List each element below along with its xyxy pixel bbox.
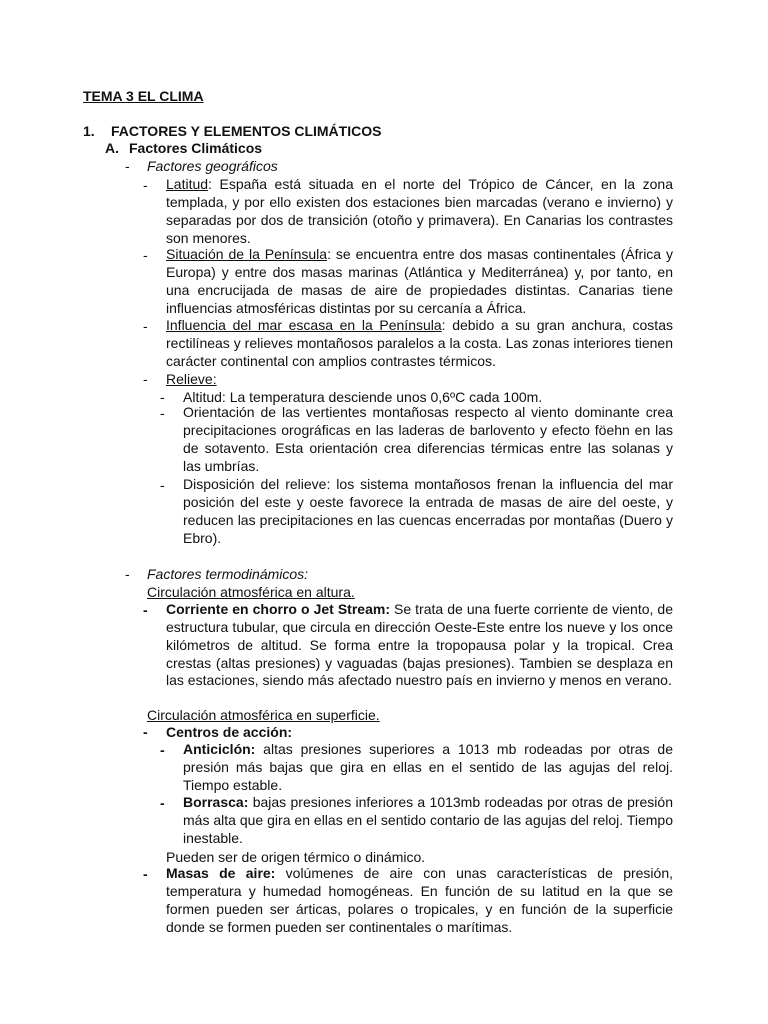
influencia-term: Influencia del mar escasa en la Península (166, 317, 442, 333)
jet-stream-term: Corriente en chorro o Jet Stream: (166, 601, 390, 617)
jet-stream-text: Se trata de una fuerte corriente de viento, de estructura tubular, que circula en dirección Oeste-Este entre los nueve y los once kilómetros de altitud. Se forma entre la tropopausa polar y la tropical. Crea crestas (altas presiones) y vaguadas (bajas presiones). Tambien se desplaza en las estaciones, siendo más afectado nuestro país en invierno y menos en verano. (166, 601, 673, 689)
dash-bullet: - (143, 371, 148, 387)
disposicion-item: Disposición del relieve: los sistema montañosos frenan la influencia del mar posición del este y oeste favorece la entrada de masas de aire del oeste, y reducen las precipitaciones en las cuencas encerradas por montañas (Duero y Ebro). (183, 476, 673, 546)
altitud-item: Altitud: La temperatura desciende unos 0,6ºC cada 100m. (183, 389, 543, 405)
jet-stream-paragraph (166, 601, 673, 690)
document-title: TEMA 3 EL CLIMA (83, 88, 204, 104)
dash-bullet: - (160, 405, 165, 421)
subsection-letter: A. (105, 140, 119, 156)
masas-aire-paragraph (166, 865, 673, 936)
dash-bullet: - (143, 318, 148, 334)
situacion-term: Situación de la Península (166, 246, 328, 262)
dash-bullet: - (143, 724, 148, 740)
influencia-text: : debido a su gran anchura, costas rectilíneas y relieves montañosos paralelos a la costa. Las zonas interiores tienen carácter continental con amplios contrastes térmicos. (166, 317, 673, 369)
circ-altura-heading: Circulación atmosférica en altura. (147, 584, 355, 600)
dash-bullet: - (160, 477, 165, 493)
dash-bullet: - (125, 566, 130, 582)
dash-bullet: - (143, 247, 148, 263)
dash-bullet: - (160, 389, 165, 405)
dash-bullet: - (160, 742, 165, 758)
dash-bullet: - (143, 602, 148, 618)
anticiclon-text: altas presiones superiores a 1013 mb rodeadas por otras de presión más bajas que gira en ellas en el sentido de las agujas del reloj. Tiempo estable. (183, 741, 673, 793)
centros-heading: Centros de acción: (166, 724, 293, 740)
borrasca-term: Borrasca: (183, 794, 249, 810)
section-heading: FACTORES Y ELEMENTOS CLIMÁTICOS (111, 123, 382, 139)
relieve-term: Relieve: (166, 371, 217, 387)
borrasca-text: bajas presiones inferiores a 1013mb rodeadas por otras de presión más alta que gira en ellas en el sentido contario de las agujas del reloj. Tiempo inestable. (183, 794, 673, 846)
anticiclon-term: Anticiclón: (183, 741, 256, 757)
situacion-paragraph (166, 246, 673, 317)
dash-bullet: - (125, 158, 130, 174)
dash-bullet: - (160, 795, 165, 811)
orientacion-item: Orientación de las vertientes montañosas respecto al viento dominante crea precipitaciones orográficas en las laderas de barlovento y efecto föehn en las de sotavento. Esta orientación crea diferencias térmicas entre las solanas y las umbrías. (183, 404, 673, 474)
circ-superficie-heading: Circulación atmosférica en superficie. (147, 707, 380, 723)
dash-bullet: - (143, 866, 148, 882)
situacion-text: : se encuentra entre dos masas continentales (África y Europa) y entre dos masas marinas (Atlántica y Mediterránea) y, por tanto, en una encrucijada de masas de aire de propiedades distintas. Canarias tiene influencias atmosféricas distintas por su cercanía a África. (166, 246, 674, 316)
masas-aire-term: Masas de aire: (166, 865, 276, 881)
masas-aire-text: volúmenes de aire con unas características de presión, temperatura y humedad homogéneas. En función de su latitud en la que se formen pueden ser árticas, polares o tropicales, y en función de la superficie donde se formen pueden ser continentales o marítimas. (166, 865, 674, 935)
termo-factors-title: Factores termodinámicos: (147, 566, 309, 582)
latitud-paragraph (166, 176, 673, 247)
section-number: 1. (83, 123, 95, 139)
subsection-heading: Factores Climáticos (129, 140, 263, 156)
influencia-paragraph (166, 317, 673, 371)
latitud-term: Latitud (166, 176, 209, 192)
origen-note: Pueden ser de origen térmico o dinámico. (166, 849, 426, 865)
anticiclon-paragraph (183, 741, 673, 795)
latitud-text: : España está situada en el norte del Trópico de Cáncer, en la zona templada, y por ello existen dos estaciones bien marcadas (verano e invierno) y separadas por dos de transición (otoño y primavera). En Canarias los contrastes son menores. (166, 176, 673, 246)
dash-bullet: - (143, 177, 148, 193)
geo-factors-title: Factores geográficos (147, 158, 278, 174)
borrasca-paragraph (183, 794, 673, 848)
